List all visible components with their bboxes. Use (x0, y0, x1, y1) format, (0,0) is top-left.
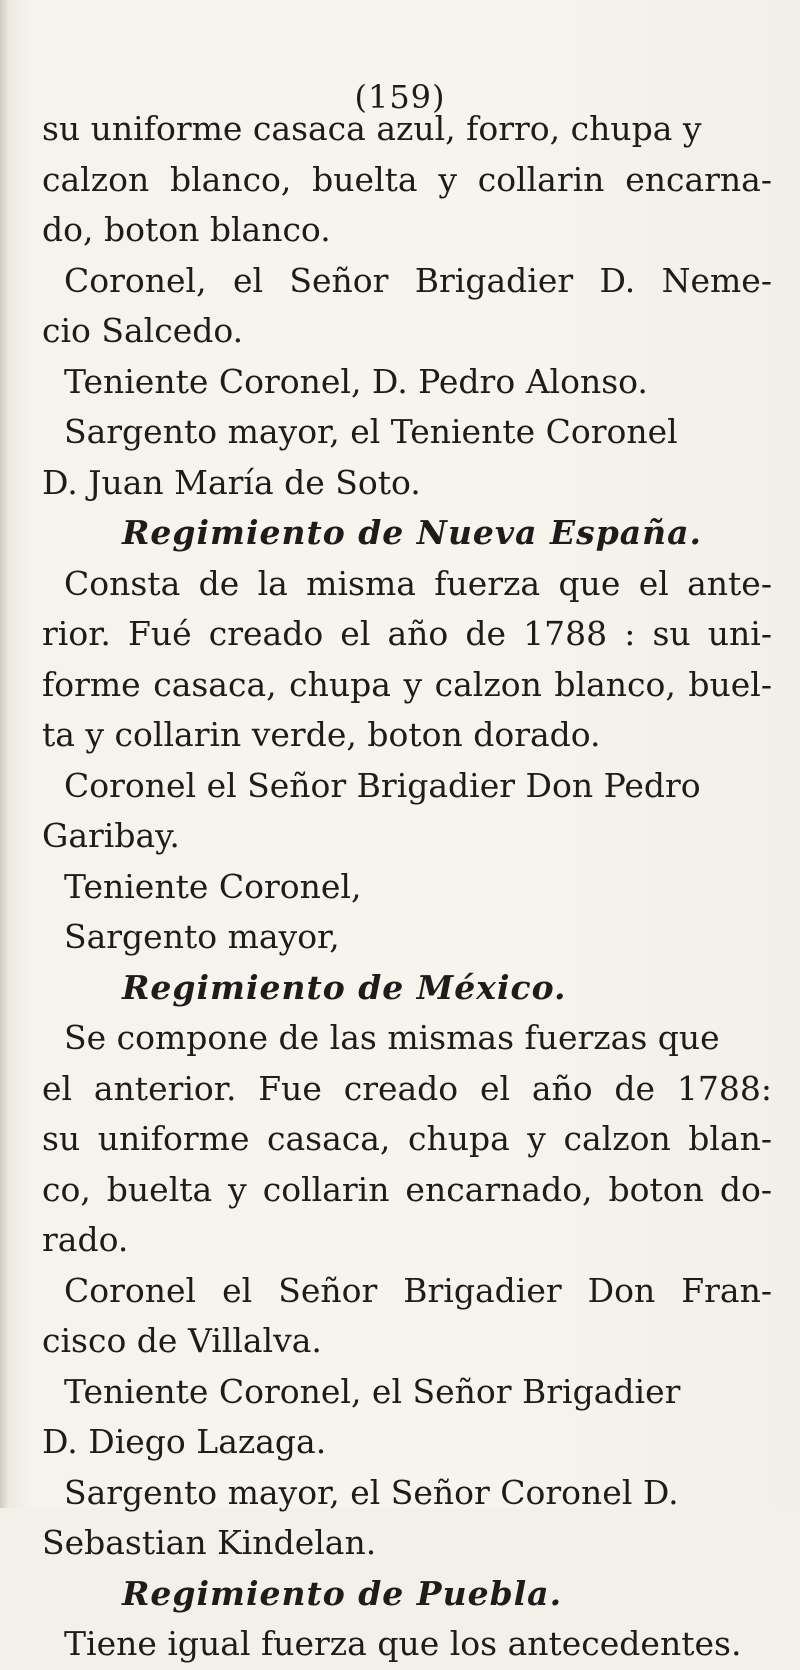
section-heading: Regimiento de México. (122, 967, 567, 1007)
text-line: rado. (42, 1220, 129, 1259)
text-line: Garibay. (42, 816, 180, 855)
text-line: rior. Fué creado el año de 1788 : su uni- (42, 614, 772, 653)
text-line: el anterior. Fue creado el año de 1788: (42, 1068, 772, 1108)
text-line: Coronel el Señor Brigadier Don Pedro (64, 765, 701, 805)
text-line: su uniforme casaca azul, forro, chupa y (42, 109, 702, 148)
text-line: calzon blanco, buelta y collarin encarna- (42, 159, 772, 199)
text-line: Consta de la misma fuerza que el ante- (64, 563, 772, 603)
page-body-text (42, 104, 772, 1670)
text-line: Tiene igual fuerza que los antecedentes. (64, 1624, 742, 1663)
page-spine-shadow (0, 0, 8, 1508)
text-line: Teniente Coronel, (64, 866, 362, 906)
text-line: cisco de Villalva. (42, 1321, 322, 1360)
text-line: Sargento mayor, el Teniente Coronel (64, 412, 678, 451)
text-line: ta y collarin verde, boton dorado. (42, 715, 601, 754)
text-line: Teniente Coronel, el Señor Brigadier (64, 1371, 681, 1411)
section-heading: Regimiento de Puebla. (122, 1573, 563, 1613)
text-line: Sargento mayor, (64, 917, 340, 956)
text-line: Sargento mayor, el Señor Coronel D. (64, 1472, 679, 1512)
section-heading: Regimiento de Nueva España. (122, 513, 703, 552)
text-line: co, buelta y collarin encarnado, boton do- (42, 1169, 772, 1209)
text-line: Sebastian Kindelan. (42, 1523, 377, 1562)
text-line: cio Salcedo. (42, 311, 244, 350)
text-line: D. Juan María de Soto. (42, 462, 421, 502)
text-line: Coronel, el Señor Brigadier D. Neme- (64, 260, 772, 300)
text-line: Se compone de las mismas fuerzas que (64, 1018, 720, 1057)
text-line: D. Diego Lazaga. (42, 1422, 327, 1461)
text-line: Teniente Coronel, D. Pedro Alonso. (64, 361, 648, 401)
text-line: do, boton blanco. (42, 210, 331, 249)
text-line: forme casaca, chupa y calzon blanco, buel- (42, 664, 772, 704)
page-number: (159) (354, 78, 446, 116)
text-line: su uniforme casaca, chupa y calzon blan- (42, 1119, 772, 1158)
text-line: Coronel el Señor Brigadier Don Fran- (64, 1270, 772, 1310)
